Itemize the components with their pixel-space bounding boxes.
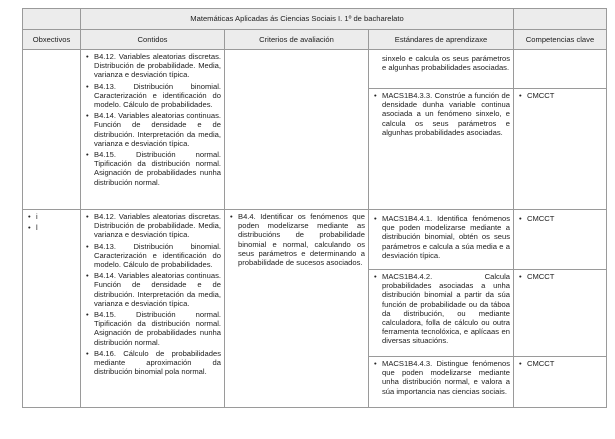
standard-block (369, 270, 513, 357)
standard-text: • MACS1B4.3.3. Constrúe a función de densidade dunha variable continua asociada a un fenómeno sinxelo, e calcula os seus parámetros e algunhas probabilidades asociadas. (382, 91, 510, 137)
standard-block (369, 89, 513, 142)
competence-block (514, 270, 606, 357)
standard-block (369, 52, 513, 89)
content-item: • B4.14. Variables aleatorias continuas. Función de densidade e de distribución. Interpretación da media, varianza e desviación típica. (94, 111, 221, 148)
criteria-cell (225, 210, 369, 408)
table-row (23, 50, 607, 210)
content-item: • B4.15. Distribución normal. Tipificación da distribución normal. Asignación de probabilidades nunha distribución normal. (94, 150, 221, 187)
competences-cell (514, 50, 607, 210)
content-item: • B4.13. Distribución binomial. Caracterización e identificación do modelo. Cálculo de probabilidades. (94, 82, 221, 110)
curriculum-table (22, 8, 607, 408)
objective-item: • l (36, 223, 77, 232)
content-item: • B4.14. Variables aleatorias continuas. Función de densidade e de distribución. Interpretación da media, varianza e desviación típica. (94, 271, 221, 308)
competence-block (514, 52, 606, 89)
competence-text: • CMCCT (527, 214, 603, 223)
objectives-cell (23, 50, 81, 210)
header-contents: Contidos (81, 30, 225, 50)
competence-text: • CMCCT (527, 91, 603, 100)
criteria-cell (225, 50, 369, 210)
header-standards: Estándares de aprendizaxe (369, 30, 514, 50)
content-item: • B4.12. Variables aleatorias discretas. Distribución de probabilidade. Media, varianza e desviación típica. (94, 212, 221, 240)
competences-cell (514, 210, 607, 408)
standard-text: sinxelo e calcula os seus parámetros e algunhas probabilidades asociadas. (382, 54, 510, 73)
table-row (23, 210, 607, 408)
header-competences: Competencias clave (514, 30, 607, 50)
standards-cell (369, 210, 514, 408)
competence-block (514, 212, 606, 270)
criterion-text: • B4.4. Identificar os fenómenos que poden modelizarse mediante as distribucións de probabilidade binomial e normal, calculando os seus parámetros e determinando a probabilidade de sucesos asociados. (238, 212, 365, 267)
title-blank-cell-right (514, 9, 607, 30)
title-blank-cell (23, 9, 81, 30)
contents-cell (81, 210, 225, 408)
header-criteria: Criterios de avaliación (225, 30, 369, 50)
content-item: • B4.16. Cálculo de probabilidades mediante aproximación da distribución binomial pola normal. (94, 349, 221, 377)
contents-cell (81, 50, 225, 210)
objectives-cell (23, 210, 81, 408)
content-item: • B4.15. Distribución normal. Tipificación da distribución normal. Asignación de probabilidades nunha distribución normal. (94, 310, 221, 347)
objective-item: • i (36, 212, 77, 221)
standard-block (369, 357, 513, 401)
content-item: • B4.13. Distribución binomial. Caracterización e identificación do modelo. Cálculo de probabilidades. (94, 242, 221, 270)
competence-block (514, 357, 606, 373)
standards-cell (369, 50, 514, 210)
standard-text: • MACS1B4.4.1. Identifica fenómenos que poden modelizarse mediante a distribución binomial, obtén os seus parámetros e calcula a súa media e a desviación típica. (382, 214, 510, 260)
content-item: • B4.12. Variables aleatorias discretas. Distribución de probabilidade. Media, varianza e desviación típica. (94, 52, 221, 80)
standard-text: • MACS1B4.4.3. Distingue fenómenos que poden modelizarse mediante unha distribución normal, e valora a súa importancia nas ciencias sociais. (382, 359, 510, 396)
competence-block (514, 89, 606, 105)
competence-text: • CMCCT (527, 272, 603, 281)
standard-block (369, 212, 513, 270)
table-title: Matemáticas Aplicadas ás Ciencias Sociais I. 1º de bacharelato (81, 9, 514, 30)
header-objectives: Obxectivos (23, 30, 81, 50)
standard-text: • MACS1B4.4.2. Calcula probabilidades asociadas a unha distribución binomial a partir da súa función de probabilidade ou da táboa da distribución, ou mediante calculadora, folla de cálculo ou outra ferramenta tecnolóxica, e aplícaas en diversas situacións. (382, 272, 510, 346)
competence-text: • CMCCT (527, 359, 603, 368)
